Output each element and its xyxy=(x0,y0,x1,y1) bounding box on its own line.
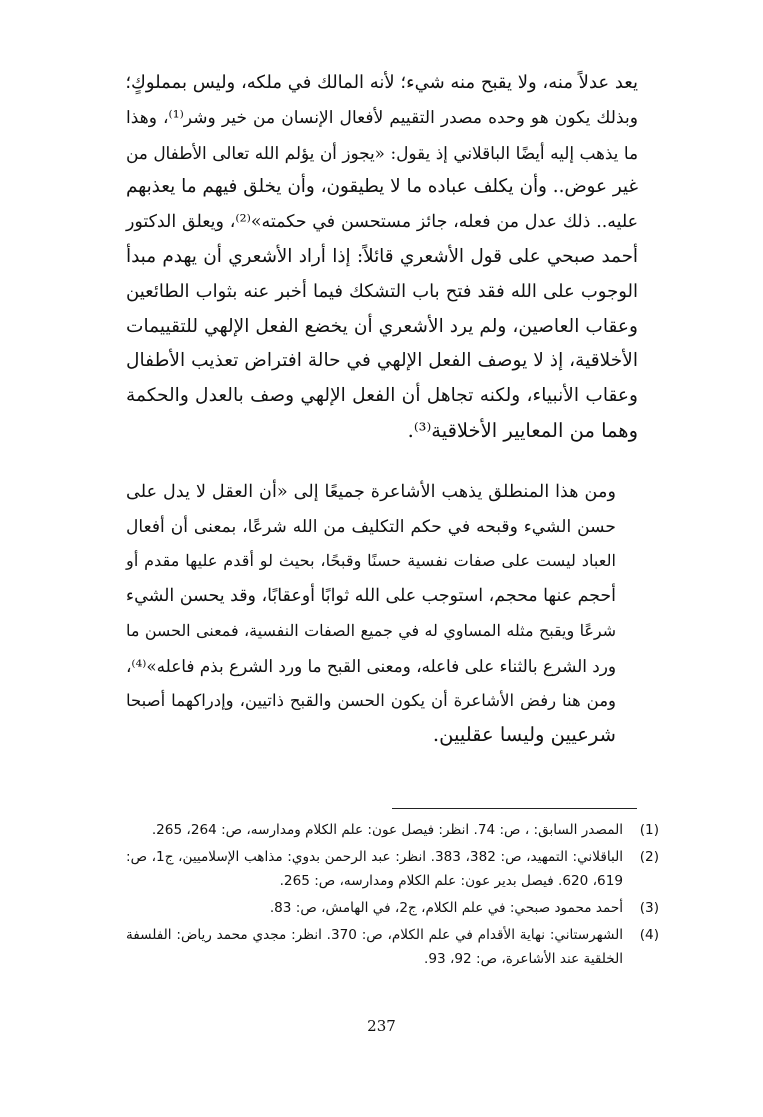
main-text xyxy=(126,66,638,753)
footnote-text: الشهرستاني: نهاية الأقدام في علم الكلام، ص: 370. انظر: مجدي محمد رياض: الفلسفة الخلقية عند الأشاعرة، ص: 92، 93. xyxy=(126,927,623,967)
text-line: شرعيين وليسا عقليين. xyxy=(432,723,616,747)
page-number: 237 xyxy=(367,1017,396,1035)
text-line: حسن الشيء وقبحه في حكم التكليف من الله شرعًا، بمعنى أن أفعال xyxy=(126,516,616,537)
text-line: ومن هذا المنطلق يذهب الأشاعرة جميعًا إلى «أن العقل لا يدل على xyxy=(126,481,616,502)
text-line: ما يذهب إليه أيضًا الباقلاني إذ يقول: «يجوز أن يؤلم الله تعالى الأطفال من xyxy=(126,142,638,163)
text-line: عليه.. ذلك عدل من فعله، جائز مستحسن في حكمته»⁽²⁾، ويعلق الدكتور xyxy=(126,212,639,233)
text-line: ومن هنا رفض الأشاعرة أن يكون الحسن والقبح ذاتيين، وإدراكهما أصبحا xyxy=(126,690,616,710)
footnote-separator xyxy=(392,808,637,809)
footnotes xyxy=(126,818,659,974)
text-line: الوجوب على الله فقد فتح باب التشكك فيما أخبر عنه بثواب الطائعين xyxy=(126,280,638,302)
footnote-text: أحمد محمود صبحي: في علم الكلام، ج2، في الهامش، ص: 83. xyxy=(269,900,623,916)
text-line: وهما من المعايير الأخلاقية⁽³⁾. xyxy=(407,418,638,442)
footnote xyxy=(126,818,659,842)
footnote-number: (1) xyxy=(639,822,659,838)
footnote-number: (4) xyxy=(639,927,659,943)
footnote xyxy=(126,896,659,920)
text-line: وبذلك يكون هو وحده مصدر التقييم لأفعال الإنسان من خير وشر⁽¹⁾، وهذا xyxy=(126,107,638,128)
footnote-number: (2) xyxy=(639,849,659,865)
footnote-text: المصدر السابق: ، ص: 74. انظر: فيصل عون: علم الكلام ومدارسه، ص: 264، 265. xyxy=(151,822,623,838)
text-line: يعد عدلاً منه، ولا يقبح منه شيء؛ لأنه المالك في ملكه، وليس بمملوكٍ؛ xyxy=(125,72,638,93)
text-line: ورد الشرع بالثناء على فاعله، ومعنى القبح ما ورد الشرع بذم فاعله»⁽⁴⁾، xyxy=(126,655,616,676)
text-line: العباد ليست على صفات نفسية حسنًا وقبحًا، بحيث لو أقدم عليها مقدم أو xyxy=(126,551,616,571)
paragraph-2 xyxy=(126,475,638,753)
text-line: غير عوض.. وأن يكلف عباده ما لا يطيقون، وأن يخلق فيهم ما يعذبهم xyxy=(126,176,638,198)
footnote xyxy=(126,923,659,971)
text-line: أحمد صبحي على قول الأشعري قائلاً: إذا أراد الأشعري أن يهدم مبدأ xyxy=(126,245,638,267)
text-line: شرعًا ويقبح مثله المساوي له في جميع الصفات النفسية، فمعنى الحسن ما xyxy=(126,620,616,640)
footnote-text: الباقلاني: التمهيد، ص: 382، 383. انظر: عبد الرحمن بدوي: مذاهب الإسلاميين، ج1، ص: 619، 620. فيصل بدير عون: علم الكلام ومدارسه، ص: 265. xyxy=(126,849,623,889)
text-line: وعقاب الأنبياء، ولكنه تجاهل أن الفعل الإلهي وصف بالعدل والحكمة xyxy=(126,385,638,407)
footnote-number: (3) xyxy=(639,900,659,916)
text-line: الأخلاقية، إذ لا يوصف الفعل الإلهي في حالة افتراض تعذيب الأطفال xyxy=(126,350,638,372)
footnote xyxy=(126,845,659,893)
paragraph-1 xyxy=(126,66,638,449)
text-line: وعقاب العاصين، ولم يرد الأشعري أن يخضع الفعل الإلهي للتقييمات xyxy=(126,315,638,337)
text-line: أحجم عنها محجم، استوجب على الله ثوابًا أوعقابًا، وقد يحسن الشيء xyxy=(125,586,616,607)
